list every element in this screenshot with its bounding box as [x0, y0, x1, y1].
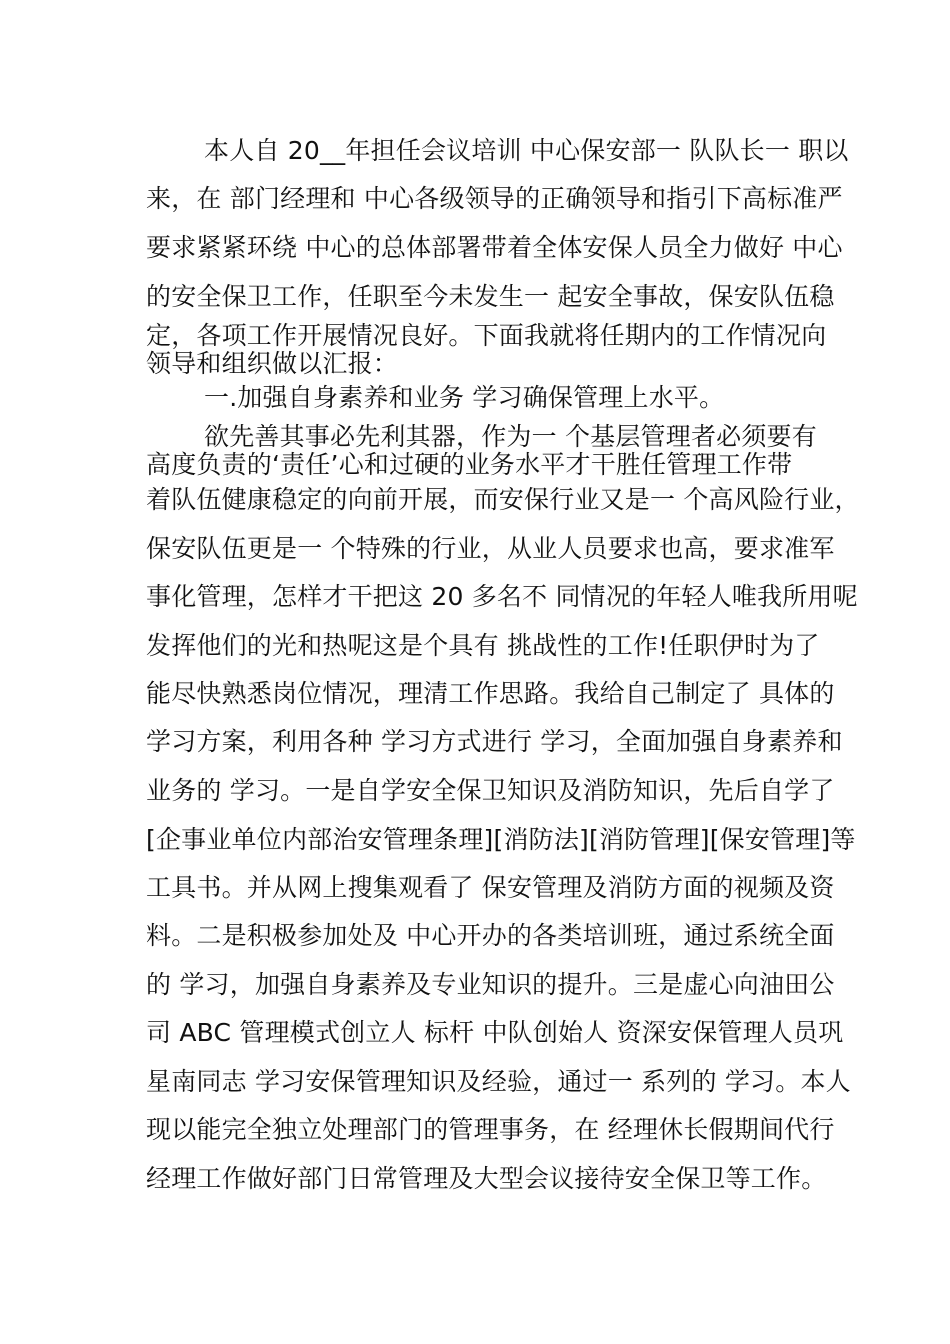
section-heading: 一.加强自身素养和业务 学习确保管理上水平。: [204, 383, 725, 412]
paragraph-line: 现以能完全独立处理部门的管理事务，在 经理休长假期间代行: [146, 1115, 835, 1144]
paragraph-line: 来，在 部门经理和 中心各级领导的正确领导和指引下高标准严: [146, 184, 843, 213]
paragraph-line: 本人自 20__年担任会议培训 中心保安部一 队队长一 职以: [204, 136, 849, 165]
paragraph-line: 的 学习，加强自身素养及专业知识的提升。三是虚心向油田公: [146, 970, 835, 999]
paragraph-line: 工具书。并从网上搜集观看了 保安管理及消防方面的视频及资: [146, 873, 835, 902]
paragraph-line: 业务的 学习。一是自学安全保卫知识及消防知识，先后自学了: [146, 776, 835, 805]
paragraph-line: 学习方案，利用各种 学习方式进行 学习，全面加强自身素养和: [146, 727, 843, 756]
paragraph-line: 着队伍健康稳定的向前开展，而安保行业又是一 个高风险行业，: [146, 485, 860, 514]
paragraph-line: 事化管理，怎样才干把这 20 多名不 同情况的年轻人唯我所用呢: [146, 582, 858, 611]
paragraph-line: 欲先善其事必先利其器，作为一 个基层管理者必须要有: [204, 422, 817, 451]
paragraph-line: 经理工作做好部门日常管理及大型会议接待安全保卫等工作。: [146, 1164, 827, 1193]
paragraph-line: 能尽快熟悉岗位情况，理清工作思路。我给自己制定了 具体的: [146, 679, 835, 708]
paragraph-line: 定，各项工作开展情况良好。下面我就将任期内的工作情况向: [146, 321, 827, 350]
paragraph-line: 要求紧紧环绕 中心的总体部署带着全体安保人员全力做好 中心: [146, 233, 843, 262]
paragraph-line: 发挥他们的光和热呢这是个具有 挑战性的工作!任职伊时为了: [146, 631, 820, 660]
paragraph-line: 司 ABC 管理模式创立人 标杆 中队创始人 资深安保管理人员巩: [146, 1018, 844, 1047]
paragraph-line: 保安队伍更是一 个特殊的行业，从业人员要求也高，要求准军: [146, 534, 835, 563]
paragraph-line: 星南同志 学习安保管理知识及经验，通过一 系列的 学习。本人: [146, 1067, 851, 1096]
paragraph-line: [企事业单位内部治安管理条理][消防法][消防管理][保安管理]等: [146, 825, 856, 854]
paragraph-line: 料。二是积极参加处及 中心开办的各类培训班，通过系统全面: [146, 921, 835, 950]
paragraph-line: 的安全保卫工作，任职至今未发生一 起安全事故，保安队伍稳: [146, 282, 835, 311]
paragraph-line: 高度负责的‘责任’心和过硬的业务水平才干胜任管理工作带: [146, 450, 793, 479]
paragraph-line: 领导和组织做以汇报：: [146, 349, 399, 378]
